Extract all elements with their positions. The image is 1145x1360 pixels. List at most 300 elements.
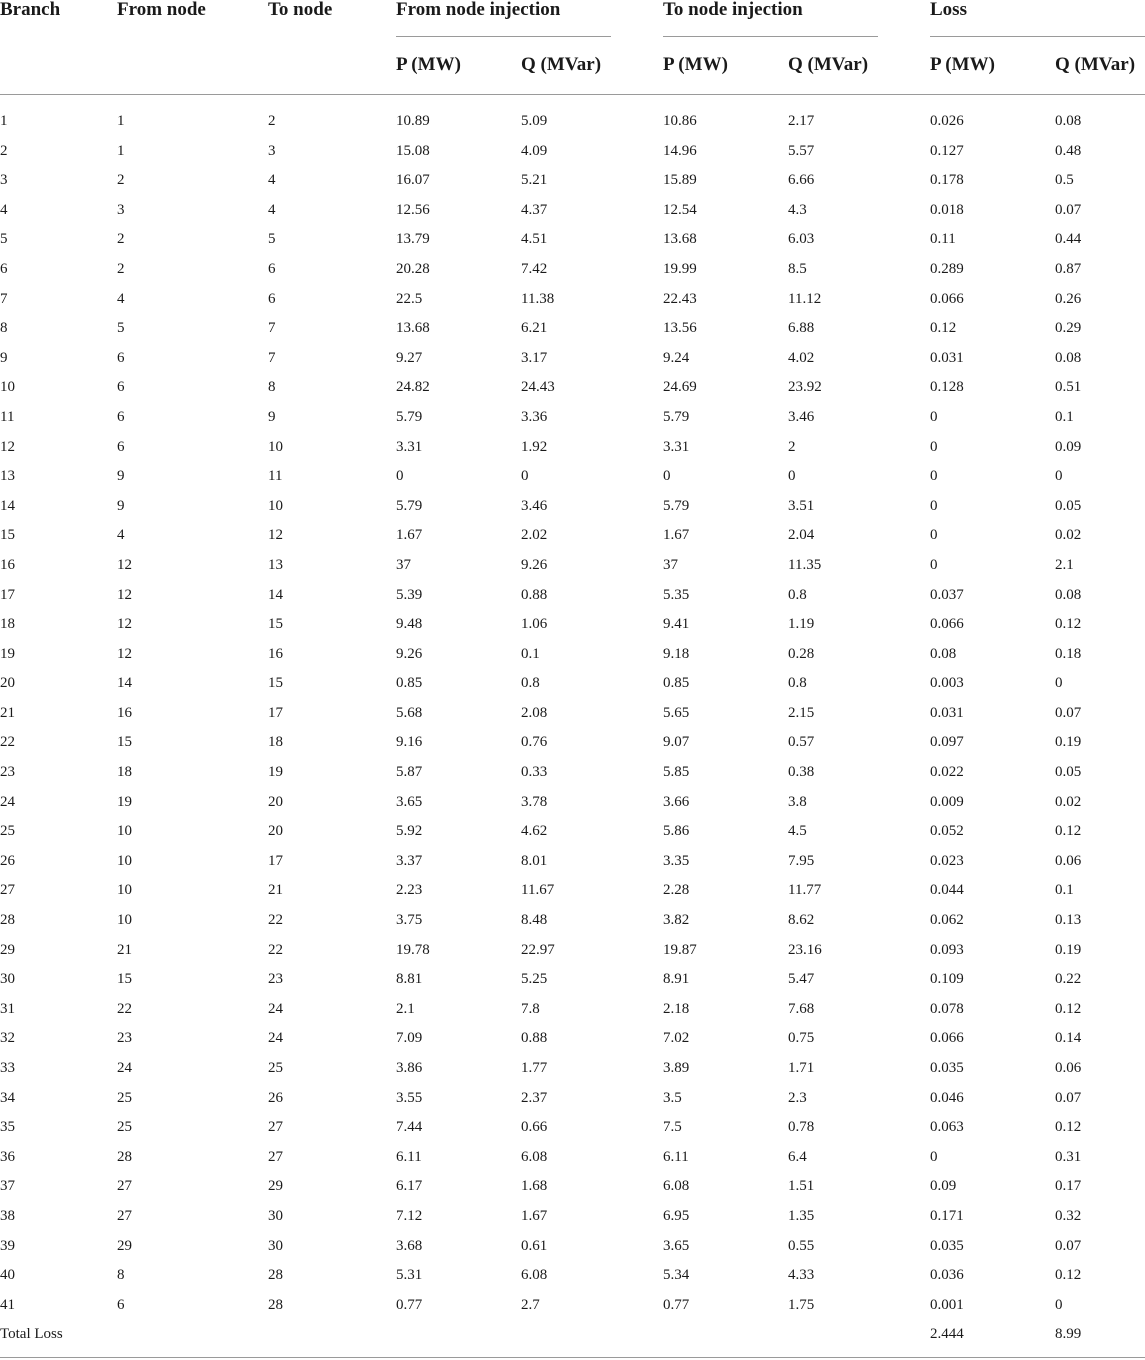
table-row xyxy=(0,1143,1145,1173)
cell-from-node: 23 xyxy=(117,1030,132,1047)
table-row xyxy=(0,788,1145,818)
cell-from-node: 6 xyxy=(117,1296,125,1313)
cell-to-p: 7.5 xyxy=(663,1119,682,1136)
cell-from-node: 10 xyxy=(117,912,132,929)
cell-to-q: 0.38 xyxy=(788,764,815,781)
cell-loss-q: 0.51 xyxy=(1055,379,1082,396)
cell-to-node: 22 xyxy=(268,912,283,929)
cell-to-node: 26 xyxy=(268,1089,283,1106)
cell-to-node: 10 xyxy=(268,497,283,514)
cell-to-node: 20 xyxy=(268,793,283,810)
table-row xyxy=(0,906,1145,936)
cell-loss-q: 0.19 xyxy=(1055,734,1082,751)
cell-from-q: 1.92 xyxy=(521,438,548,455)
cell-loss-q: 0.05 xyxy=(1055,764,1082,781)
cell-loss-q: 0.12 xyxy=(1055,1119,1082,1136)
cell-branch: 38 xyxy=(0,1207,15,1224)
cell-from-q: 2.37 xyxy=(521,1089,548,1106)
cell-to-p: 6.11 xyxy=(663,1148,689,1165)
cell-loss-p: 0.037 xyxy=(930,586,964,603)
cell-from-q: 24.43 xyxy=(521,379,555,396)
cell-to-node: 18 xyxy=(268,734,283,751)
cell-to-q: 2.04 xyxy=(788,527,815,544)
cell-from-p: 3.65 xyxy=(396,793,423,810)
cell-from-node: 22 xyxy=(117,1000,132,1017)
cell-from-q: 1.68 xyxy=(521,1178,548,1195)
cell-branch: 41 xyxy=(0,1296,15,1313)
header-from-node-injection: From node injection xyxy=(396,0,561,20)
cell-to-q: 8.62 xyxy=(788,912,815,929)
cell-from-node: 27 xyxy=(117,1178,132,1195)
table-row xyxy=(0,995,1145,1025)
cell-loss-q: 0.05 xyxy=(1055,497,1082,514)
header-loss-q: Q (MVar) xyxy=(1055,54,1136,75)
cell-loss-p: 0 xyxy=(930,468,938,485)
cell-from-p: 5.87 xyxy=(396,764,423,781)
cell-to-node: 7 xyxy=(268,349,276,366)
cell-loss-q: 0.31 xyxy=(1055,1148,1082,1165)
cell-from-p: 5.92 xyxy=(396,823,423,840)
cell-loss-q: 0.12 xyxy=(1055,616,1082,633)
table-row xyxy=(0,1202,1145,1232)
header-to-node-injection: To node injection xyxy=(663,0,803,20)
cell-from-node: 12 xyxy=(117,586,132,603)
cell-loss-q: 0.07 xyxy=(1055,1237,1082,1254)
cell-branch: 10 xyxy=(0,379,15,396)
cell-from-node: 2 xyxy=(117,172,125,189)
cell-branch: 8 xyxy=(0,320,8,337)
cell-loss-q: 0.08 xyxy=(1055,113,1082,129)
cell-from-p: 3.55 xyxy=(396,1089,423,1106)
cell-loss-p: 0.001 xyxy=(930,1296,964,1313)
cell-loss-p: 0.11 xyxy=(930,231,956,248)
cell-from-node: 6 xyxy=(117,379,125,396)
cell-to-q: 23.16 xyxy=(788,941,822,958)
cell-to-p: 0.85 xyxy=(663,675,690,692)
cell-loss-q: 0.09 xyxy=(1055,438,1082,455)
table-body xyxy=(0,107,1145,1350)
cell-loss-p: 0 xyxy=(930,408,938,425)
table-row xyxy=(0,225,1145,255)
cell-from-node: 25 xyxy=(117,1089,132,1106)
total-loss-p: 2.444 xyxy=(930,1326,964,1343)
cell-from-p: 3.68 xyxy=(396,1237,423,1254)
cell-from-node: 2 xyxy=(117,260,125,277)
cell-from-p: 10.89 xyxy=(396,113,430,129)
cell-to-q: 0.28 xyxy=(788,645,815,662)
cell-loss-q: 0.12 xyxy=(1055,1000,1082,1017)
cell-from-node: 8 xyxy=(117,1267,125,1284)
cell-to-q: 1.75 xyxy=(788,1296,815,1313)
cell-to-p: 14.96 xyxy=(663,142,697,159)
cell-from-node: 6 xyxy=(117,408,125,425)
cell-from-q: 11.38 xyxy=(521,290,555,307)
cell-to-q: 5.57 xyxy=(788,142,815,159)
cell-to-q: 0.75 xyxy=(788,1030,815,1047)
cell-loss-p: 0.063 xyxy=(930,1119,964,1136)
cell-to-p: 19.87 xyxy=(663,941,697,958)
cell-from-q: 0.8 xyxy=(521,675,540,692)
cell-loss-p: 0.078 xyxy=(930,1000,964,1017)
cell-loss-q: 0.06 xyxy=(1055,852,1082,869)
table-row xyxy=(0,1172,1145,1202)
cell-from-p: 37 xyxy=(396,556,411,573)
cell-loss-q: 0.19 xyxy=(1055,941,1082,958)
cell-from-q: 1.67 xyxy=(521,1207,548,1224)
table-row xyxy=(0,1261,1145,1291)
header-to-node: To node xyxy=(268,0,333,20)
cell-from-p: 15.08 xyxy=(396,142,430,159)
cell-to-node: 27 xyxy=(268,1148,283,1165)
table-row xyxy=(0,936,1145,966)
cell-from-p: 9.26 xyxy=(396,645,423,662)
cell-from-q: 9.26 xyxy=(521,556,548,573)
cell-to-p: 13.56 xyxy=(663,320,697,337)
cell-from-node: 10 xyxy=(117,852,132,869)
cell-from-p: 5.68 xyxy=(396,704,423,721)
cell-to-p: 3.31 xyxy=(663,438,690,455)
cell-to-node: 28 xyxy=(268,1296,283,1313)
cell-branch: 33 xyxy=(0,1060,15,1076)
table-row xyxy=(0,433,1145,463)
table-row xyxy=(0,581,1145,611)
cell-from-p: 7.12 xyxy=(396,1207,423,1224)
cell-branch: 30 xyxy=(0,971,15,988)
cell-to-q: 8.5 xyxy=(788,260,807,277)
cell-to-q: 2.3 xyxy=(788,1089,807,1106)
cell-branch: 35 xyxy=(0,1119,15,1136)
cell-from-p: 12.56 xyxy=(396,201,430,218)
cell-to-node: 24 xyxy=(268,1000,283,1017)
cell-to-q: 6.4 xyxy=(788,1148,807,1165)
cell-to-node: 25 xyxy=(268,1060,283,1076)
cell-branch: 37 xyxy=(0,1178,15,1195)
cell-to-node: 14 xyxy=(268,586,283,603)
cell-to-q: 1.71 xyxy=(788,1060,815,1076)
cell-to-node: 30 xyxy=(268,1207,283,1224)
cell-from-p: 7.09 xyxy=(396,1030,423,1047)
cell-from-q: 5.21 xyxy=(521,172,548,189)
cell-from-p: 3.86 xyxy=(396,1060,423,1076)
table-row xyxy=(0,492,1145,522)
cell-from-p: 16.07 xyxy=(396,172,430,189)
cell-loss-p: 0.036 xyxy=(930,1267,964,1284)
cell-loss-q: 0.44 xyxy=(1055,231,1082,248)
cell-branch: 20 xyxy=(0,675,15,692)
cell-to-q: 2 xyxy=(788,438,796,455)
cell-to-node: 4 xyxy=(268,201,276,218)
cell-from-p: 24.82 xyxy=(396,379,430,396)
cell-to-p: 9.41 xyxy=(663,616,690,633)
cell-to-p: 10.86 xyxy=(663,113,697,129)
cell-from-p: 5.79 xyxy=(396,408,423,425)
cell-from-node: 19 xyxy=(117,793,132,810)
cell-to-p: 9.24 xyxy=(663,349,690,366)
header-from-node: From node xyxy=(117,0,206,20)
cell-to-p: 3.5 xyxy=(663,1089,682,1106)
cell-from-q: 0.66 xyxy=(521,1119,548,1136)
cell-to-node: 7 xyxy=(268,320,276,337)
cell-loss-q: 0.87 xyxy=(1055,260,1082,277)
cell-from-node: 2 xyxy=(117,231,125,248)
cell-to-q: 4.5 xyxy=(788,823,807,840)
cell-branch: 29 xyxy=(0,941,15,958)
cell-loss-q: 0.02 xyxy=(1055,527,1082,544)
cell-from-p: 9.48 xyxy=(396,616,423,633)
table-row xyxy=(0,669,1145,699)
cell-branch: 15 xyxy=(0,527,15,544)
cell-loss-p: 0.003 xyxy=(930,675,964,692)
cell-branch: 7 xyxy=(0,290,8,307)
cell-to-q: 0.78 xyxy=(788,1119,815,1136)
cell-branch: 27 xyxy=(0,882,15,899)
cell-to-p: 5.85 xyxy=(663,764,690,781)
cell-from-p: 9.27 xyxy=(396,349,423,366)
cell-to-q: 3.51 xyxy=(788,497,815,514)
cell-to-p: 3.89 xyxy=(663,1060,690,1076)
cell-loss-p: 0.023 xyxy=(930,852,964,869)
cell-branch: 22 xyxy=(0,734,15,751)
cell-loss-q: 0.18 xyxy=(1055,645,1082,662)
cell-from-node: 24 xyxy=(117,1060,132,1076)
cell-from-node: 15 xyxy=(117,734,132,751)
cell-to-node: 17 xyxy=(268,852,283,869)
cell-loss-p: 0.044 xyxy=(930,882,964,899)
cell-from-q: 4.09 xyxy=(521,142,548,159)
cell-to-node: 30 xyxy=(268,1237,283,1254)
cell-to-q: 2.17 xyxy=(788,113,815,129)
cell-to-p: 5.65 xyxy=(663,704,690,721)
cell-to-node: 8 xyxy=(268,379,276,396)
cell-to-p: 13.68 xyxy=(663,231,697,248)
cell-to-node: 24 xyxy=(268,1030,283,1047)
cell-to-q: 4.3 xyxy=(788,201,807,218)
cell-to-p: 24.69 xyxy=(663,379,697,396)
cell-to-q: 4.02 xyxy=(788,349,815,366)
cell-to-p: 15.89 xyxy=(663,172,697,189)
cell-to-q: 1.35 xyxy=(788,1207,815,1224)
cell-from-q: 1.77 xyxy=(521,1060,548,1076)
cell-to-node: 27 xyxy=(268,1119,283,1136)
cell-to-q: 23.92 xyxy=(788,379,822,396)
header-loss: Loss xyxy=(930,0,967,20)
table-row xyxy=(0,344,1145,374)
cell-to-p: 5.79 xyxy=(663,408,690,425)
cell-to-node: 19 xyxy=(268,764,283,781)
cell-loss-q: 0.29 xyxy=(1055,320,1082,337)
cell-to-q: 0.55 xyxy=(788,1237,815,1254)
cell-loss-p: 0.066 xyxy=(930,1030,964,1047)
cell-from-q: 7.8 xyxy=(521,1000,540,1017)
header-from-p: P (MW) xyxy=(396,54,461,75)
cell-branch: 1 xyxy=(0,113,8,129)
cell-branch: 24 xyxy=(0,793,15,810)
cell-from-p: 2.23 xyxy=(396,882,423,899)
cell-from-q: 6.08 xyxy=(521,1148,548,1165)
cell-branch: 32 xyxy=(0,1030,15,1047)
table-row xyxy=(0,314,1145,344)
cell-loss-p: 0.031 xyxy=(930,349,964,366)
cell-to-p: 5.34 xyxy=(663,1267,690,1284)
cell-branch: 26 xyxy=(0,852,15,869)
cell-from-node: 28 xyxy=(117,1148,132,1165)
table-row xyxy=(0,137,1145,167)
cell-from-node: 1 xyxy=(117,142,125,159)
cell-loss-q: 0.07 xyxy=(1055,1089,1082,1106)
cell-branch: 25 xyxy=(0,823,15,840)
cell-branch: 28 xyxy=(0,912,15,929)
cell-from-node: 6 xyxy=(117,349,125,366)
cell-from-q: 0.1 xyxy=(521,645,540,662)
cell-from-node: 29 xyxy=(117,1237,132,1254)
cell-loss-p: 0.097 xyxy=(930,734,964,751)
cell-to-node: 29 xyxy=(268,1178,283,1195)
cell-from-node: 15 xyxy=(117,971,132,988)
cell-loss-p: 0.035 xyxy=(930,1237,964,1254)
cell-from-q: 2.02 xyxy=(521,527,548,544)
cell-loss-q: 2.1 xyxy=(1055,556,1074,573)
cell-loss-q: 0.26 xyxy=(1055,290,1082,307)
cell-loss-q: 0.02 xyxy=(1055,793,1082,810)
cell-to-p: 6.95 xyxy=(663,1207,690,1224)
table-row xyxy=(0,1291,1145,1321)
cell-to-p: 0 xyxy=(663,468,671,485)
cell-to-p: 3.65 xyxy=(663,1237,690,1254)
cell-from-node: 16 xyxy=(117,704,132,721)
table-row xyxy=(0,817,1145,847)
cell-branch: 18 xyxy=(0,616,15,633)
cell-from-p: 13.79 xyxy=(396,231,430,248)
cell-loss-p: 0.046 xyxy=(930,1089,964,1106)
header-to-p: P (MW) xyxy=(663,54,728,75)
cell-to-node: 20 xyxy=(268,823,283,840)
cell-from-p: 0 xyxy=(396,468,404,485)
cell-to-q: 4.33 xyxy=(788,1267,815,1284)
table-row xyxy=(0,196,1145,226)
table-row xyxy=(0,166,1145,196)
cell-to-node: 5 xyxy=(268,231,276,248)
cell-to-q: 1.51 xyxy=(788,1178,815,1195)
cell-to-p: 3.82 xyxy=(663,912,690,929)
cell-branch: 3 xyxy=(0,172,8,189)
cell-loss-p: 0.052 xyxy=(930,823,964,840)
cell-loss-q: 0.07 xyxy=(1055,704,1082,721)
cell-from-q: 6.08 xyxy=(521,1267,548,1284)
table-row xyxy=(0,521,1145,551)
cell-from-node: 12 xyxy=(117,645,132,662)
cell-to-p: 7.02 xyxy=(663,1030,690,1047)
header-from-q: Q (MVar) xyxy=(521,54,602,75)
cell-from-q: 8.48 xyxy=(521,912,548,929)
total-loss-label: Total Loss xyxy=(0,1326,63,1343)
cell-to-node: 22 xyxy=(268,941,283,958)
cell-from-p: 6.17 xyxy=(396,1178,423,1195)
cell-to-node: 10 xyxy=(268,438,283,455)
cell-to-q: 7.95 xyxy=(788,852,815,869)
table-row xyxy=(0,728,1145,758)
cell-from-p: 22.5 xyxy=(396,290,423,307)
cell-loss-q: 0.07 xyxy=(1055,201,1082,218)
cell-from-node: 12 xyxy=(117,616,132,633)
cell-branch: 5 xyxy=(0,231,8,248)
to-injection-underline xyxy=(663,36,878,37)
cell-from-p: 8.81 xyxy=(396,971,423,988)
cell-to-p: 0.77 xyxy=(663,1296,690,1313)
cell-to-node: 15 xyxy=(268,616,283,633)
cell-from-p: 3.37 xyxy=(396,852,423,869)
cell-to-p: 19.99 xyxy=(663,260,697,277)
table-row xyxy=(0,847,1145,877)
cell-from-q: 0.76 xyxy=(521,734,548,751)
cell-branch: 19 xyxy=(0,645,15,662)
cell-to-q: 1.19 xyxy=(788,616,815,633)
table-row xyxy=(0,1054,1145,1084)
cell-to-node: 12 xyxy=(268,527,283,544)
cell-branch: 12 xyxy=(0,438,15,455)
total-loss-q: 8.99 xyxy=(1055,1326,1082,1343)
cell-from-q: 3.46 xyxy=(521,497,548,514)
cell-from-node: 10 xyxy=(117,823,132,840)
cell-from-q: 0 xyxy=(521,468,529,485)
table-row xyxy=(0,640,1145,670)
header-to-q: Q (MVar) xyxy=(788,54,869,75)
cell-to-node: 9 xyxy=(268,408,276,425)
cell-to-p: 3.35 xyxy=(663,852,690,869)
cell-from-q: 7.42 xyxy=(521,260,548,277)
cell-loss-p: 0.066 xyxy=(930,290,964,307)
table-row xyxy=(0,965,1145,995)
cell-from-p: 3.31 xyxy=(396,438,423,455)
cell-loss-q: 0.5 xyxy=(1055,172,1074,189)
cell-loss-q: 0.06 xyxy=(1055,1060,1082,1076)
cell-from-q: 5.25 xyxy=(521,971,548,988)
cell-branch: 11 xyxy=(0,408,15,425)
header-loss-p: P (MW) xyxy=(930,54,995,75)
cell-from-q: 3.78 xyxy=(521,793,548,810)
cell-from-node: 10 xyxy=(117,882,132,899)
cell-from-q: 4.37 xyxy=(521,201,548,218)
cell-loss-p: 0.009 xyxy=(930,793,964,810)
cell-loss-p: 0.12 xyxy=(930,320,957,337)
cell-from-node: 9 xyxy=(117,468,125,485)
cell-from-node: 12 xyxy=(117,556,132,573)
cell-branch: 34 xyxy=(0,1089,15,1106)
cell-loss-q: 0.1 xyxy=(1055,882,1074,899)
cell-loss-p: 0.09 xyxy=(930,1178,957,1195)
cell-from-q: 0.33 xyxy=(521,764,548,781)
cell-branch: 16 xyxy=(0,556,15,573)
cell-branch: 23 xyxy=(0,764,15,781)
cell-from-q: 22.97 xyxy=(521,941,555,958)
cell-loss-p: 0 xyxy=(930,438,938,455)
cell-loss-p: 0.031 xyxy=(930,704,964,721)
cell-to-node: 4 xyxy=(268,172,276,189)
cell-to-node: 23 xyxy=(268,971,283,988)
cell-from-node: 18 xyxy=(117,764,132,781)
cell-from-q: 5.09 xyxy=(521,113,548,129)
cell-to-node: 2 xyxy=(268,113,276,129)
cell-to-q: 6.88 xyxy=(788,320,815,337)
cell-from-p: 6.11 xyxy=(396,1148,422,1165)
cell-to-q: 6.03 xyxy=(788,231,815,248)
from-injection-underline xyxy=(396,36,611,37)
cell-to-q: 3.46 xyxy=(788,408,815,425)
cell-to-node: 28 xyxy=(268,1267,283,1284)
cell-from-node: 5 xyxy=(117,320,125,337)
cell-loss-p: 0.128 xyxy=(930,379,964,396)
table-row xyxy=(0,107,1145,137)
cell-loss-q: 0.17 xyxy=(1055,1178,1082,1195)
